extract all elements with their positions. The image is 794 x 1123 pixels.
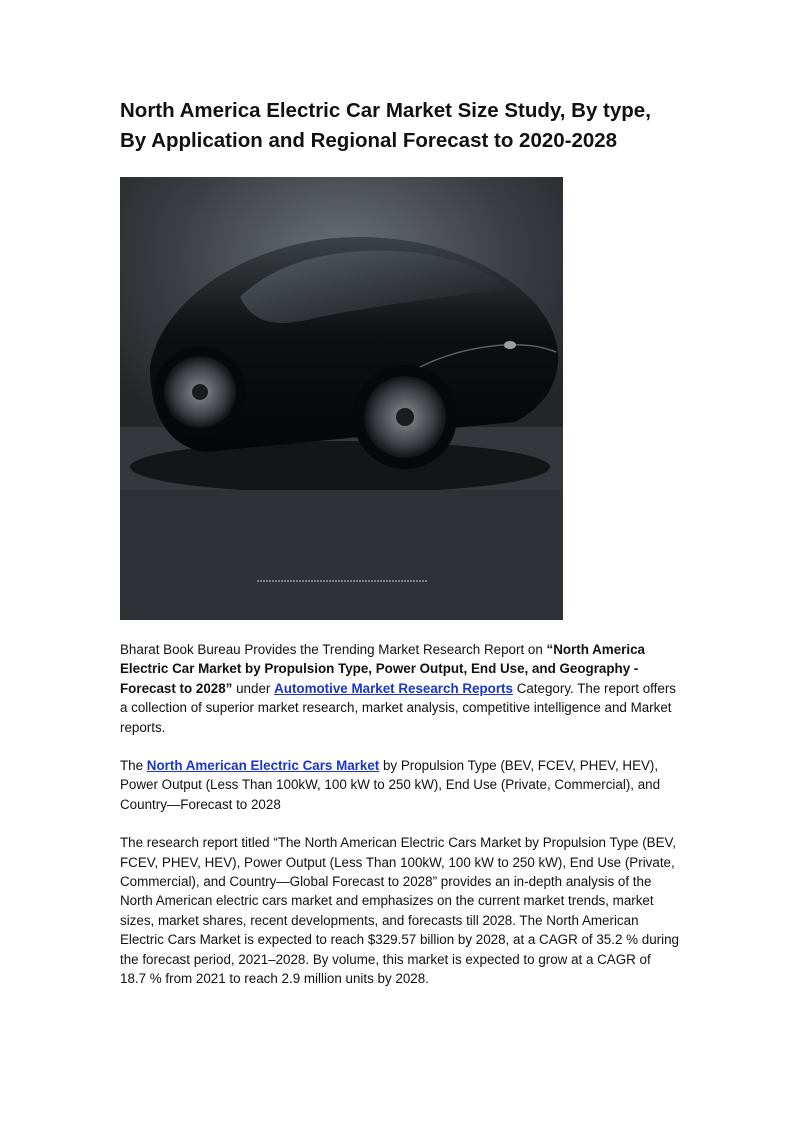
under-text: under <box>232 680 275 696</box>
title-line-2: By Application and Regional Forecast to 2020-2028 <box>120 129 618 152</box>
article-body <box>120 640 680 1008</box>
north-american-cars-link[interactable]: North American Electric Cars Market <box>146 758 380 774</box>
paragraph-intro <box>120 640 680 737</box>
electric-car-illustration <box>120 177 563 620</box>
paragraph-research: The research report titled “The North American Electric Cars Market by Propulsion Type (BEV, FCEV, PHEV, HEV), Power Output (Less Than 100kW, 100 kW to 250 kW), End Use (Private, Commercial), and Country—Global Forecast to 2028” provides an in-depth analysis of the North American electric cars market and emphasizes on the current market trends, market sizes, market shares, recent developments, and forecasts till 2028. The North American Electric Cars Market is expected to reach $329.57 billion by 2028, at a CAGR of 35.2 % during the forecast period, 2021–2028. By volume, this market is expected to grow at a CAGR of 18.7 % from 2021 to reach 2.9 million units by 2028. <box>120 835 679 987</box>
paragraph-market <box>120 756 680 814</box>
market-lead: The <box>120 758 147 774</box>
title-line-1: North America Electric Car Market Size Study, By type, <box>120 99 651 122</box>
automotive-reports-link[interactable]: Automotive Market Research Reports <box>274 680 513 696</box>
market-rest: by Propulsion Type (BEV, FCEV, PHEV, HEV), Power Output (Less Than 100kW, 100 kW to 250 kW), End Use (Private, Commercial), and Country—Forecast to 2028 <box>120 758 661 812</box>
intro-text: Bharat Book Bureau Provides the Trending Market Research Report on <box>120 642 547 657</box>
car-banner-image <box>120 177 563 620</box>
report-title-bold: “North America Electric Car Market by Propulsion Type, Power Output, End Use, and Geography - Forecast to 2028” <box>120 642 645 696</box>
intro-rest: Category. The report offers a collection of superior market research, market analysis, competitive intelligence and Market reports. <box>120 680 676 735</box>
page-title <box>120 96 710 156</box>
